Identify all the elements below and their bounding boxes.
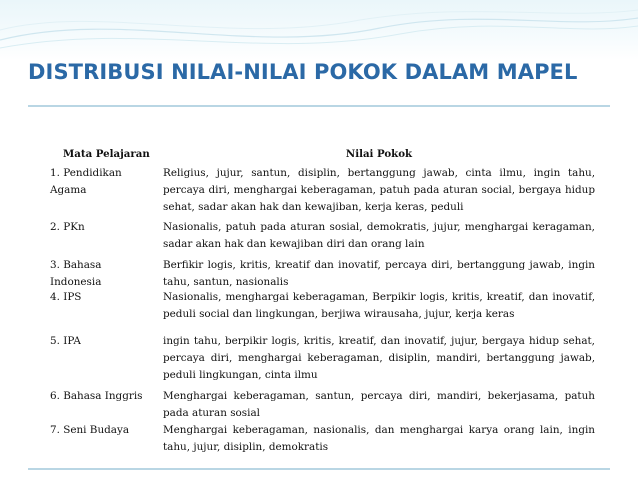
table-header: [50, 146, 595, 162]
page-title: DISTRIBUSI NILAI-NILAI POKOK DALAM MAPEL: [28, 60, 578, 84]
table-row: [50, 165, 595, 216]
subject-cell: 3. Bahasa Indonesia: [50, 259, 102, 288]
values-cell: ingin tahu, berpikir logis, kritis, kreatif, dan inovatif, jujur, bergaya hidup sehat, percaya diri, menghargai keberagaman, disiplin, mandiri, bertanggung jawab, peduli lingkungan, cinta ilmu: [163, 335, 595, 381]
subject-cell: 5. IPA: [50, 335, 81, 347]
table-row: [50, 422, 595, 456]
subject-cell: 4. IPS: [50, 291, 82, 303]
values-cell: Menghargai keberagaman, santun, percaya diri, mandiri, bekerjasama, patuh pada aturan sosial: [163, 390, 595, 419]
header-values: Nilai Pokok: [345, 148, 413, 160]
subject-cell: 6. Bahasa Inggris: [50, 390, 143, 402]
table-row: [50, 219, 595, 253]
table-row: [50, 333, 595, 384]
table-row: [50, 289, 595, 323]
values-table: [50, 146, 595, 453]
values-cell: Berfikir logis, kritis, kreatif dan inovatif, percaya diri, bertanggung jawab, ingin tahu, santun, nasionalis: [163, 259, 595, 288]
values-cell: Menghargai keberagaman, nasionalis, dan menghargai karya orang lain, ingin tahu, jujur, disiplin, demokratis: [163, 424, 595, 453]
table-row: [50, 388, 595, 422]
subject-cell: 7. Seni Budaya: [50, 424, 130, 436]
table-row: [50, 257, 595, 291]
subject-cell: 1. Pendidikan Agama: [50, 167, 122, 196]
title-divider: [28, 105, 610, 107]
values-cell: Nasionalis, patuh pada aturan sosial, demokratis, jujur, menghargai keragaman, sadar akan hak dan kewajiban diri dan orang lain: [163, 221, 595, 250]
subject-cell: 2. PKn: [50, 221, 85, 233]
values-cell: Nasionalis, menghargai keberagaman, Berpikir logis, kritis, kreatif, dan inovatif, peduli social dan lingkungan, berjiwa wirausaha, jujur, kerja keras: [163, 291, 595, 320]
bottom-divider: [28, 468, 610, 470]
decorative-wave: [0, 0, 638, 60]
header-subject: Mata Pelajaran: [63, 148, 150, 160]
values-cell: Religius, jujur, santun, disiplin, bertanggung jawab, cinta ilmu, ingin tahu, percaya diri, menghargai keberagaman, patuh pada aturan social, bergaya hidup sehat, sadar akan hak dan kewajiban, kerja keras, peduli: [163, 167, 595, 213]
